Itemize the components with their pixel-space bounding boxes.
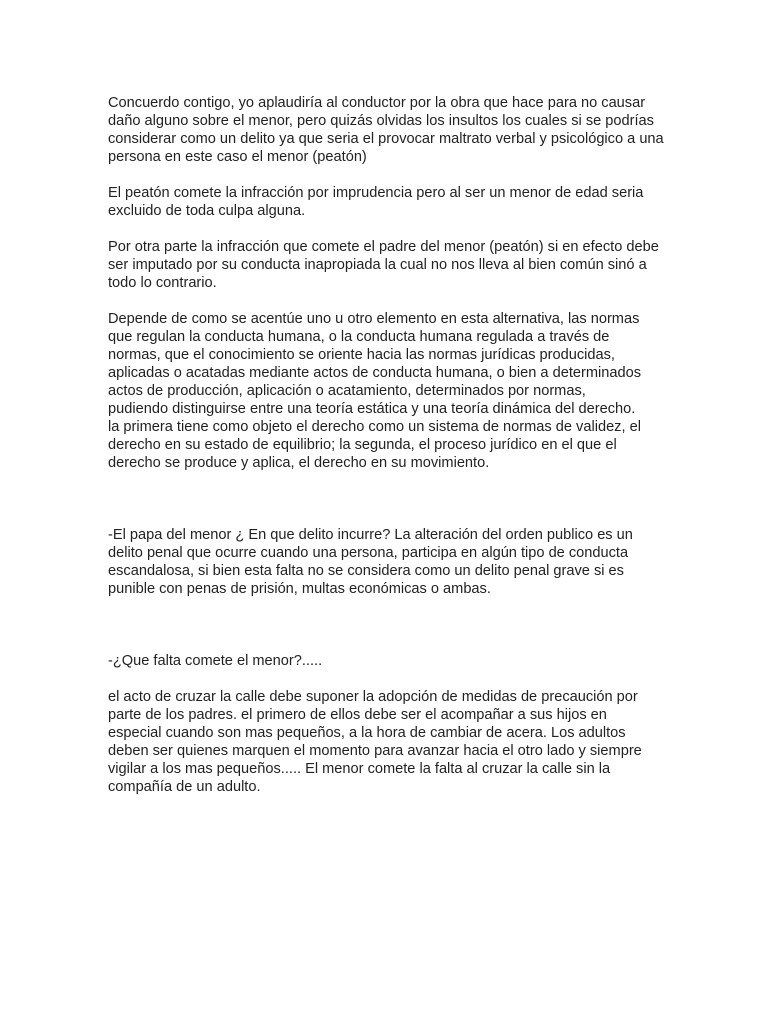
paragraph-5: -El papa del menor ¿ En que delito incurre? La alteración del orden publico es un delito penal que ocurre cuando una persona, participa en algún tipo de conducta escandalosa, si bien esta falta no se considera como un delito penal grave si es punible con penas de prisión, multas económicas o ambas. bbox=[108, 527, 633, 597]
paragraph-gap-large bbox=[108, 598, 668, 652]
paragraph-gap bbox=[108, 670, 668, 688]
paragraph-7: el acto de cruzar la calle debe suponer la adopción de medidas de precaución por parte de los padres. el primero de ellos debe ser el acompañar a sus hijos en especial cuando son mas pequeños, a la hora de cambiar de acera. Los adultos deben ser quienes marquen el momento para avanzar hacia el otro lado y siempre vigilar a los mas pequeños..... El menor comete la falta al cruzar la calle sin la compañía de un adulto. bbox=[108, 689, 642, 795]
paragraph-4: Depende de como se acentúe uno u otro elemento en esta alternativa, las normas que regulan la conducta humana, o la conducta humana regulada a través de normas, que el conocimiento se oriente hacia las normas jurídicas producidas, aplicadas o acatadas mediante actos de conducta humana, o bien a determinados actos de producción, aplicación o acatamiento, determinados por normas, pudiendo distinguirse entre una teoría estática y una teoría dinámica del derecho. la primera tiene como objeto el derecho como un sistema de normas de validez, el derecho en su estado de equilibrio; la segunda, el proceso jurídico en el que el derecho se produce y aplica, el derecho en su movimiento. bbox=[108, 311, 642, 471]
document-page bbox=[108, 94, 668, 796]
paragraph-gap bbox=[108, 220, 668, 238]
paragraph-2: El peatón comete la infracción por imprudencia pero al ser un menor de edad seria excluido de toda culpa alguna. bbox=[108, 185, 644, 219]
paragraph-gap bbox=[108, 166, 668, 184]
paragraph-gap bbox=[108, 292, 668, 310]
paragraph-6: -¿Que falta comete el menor?..... bbox=[108, 653, 323, 669]
paragraph-3: Por otra parte la infracción que comete el padre del menor (peatón) si en efecto debe ser imputado por su conducta inapropiada la cual no nos lleva al bien común sinó a todo lo contrario. bbox=[108, 239, 659, 291]
paragraph-1: Concuerdo contigo, yo aplaudiría al conductor por la obra que hace para no causar daño alguno sobre el menor, pero quizás olvidas los insultos los cuales si se podrías considerar como un delito ya que seria el provocar maltrato verbal y psicológico a una persona en este caso el menor (peatón) bbox=[108, 95, 664, 165]
paragraph-gap-large bbox=[108, 472, 668, 526]
